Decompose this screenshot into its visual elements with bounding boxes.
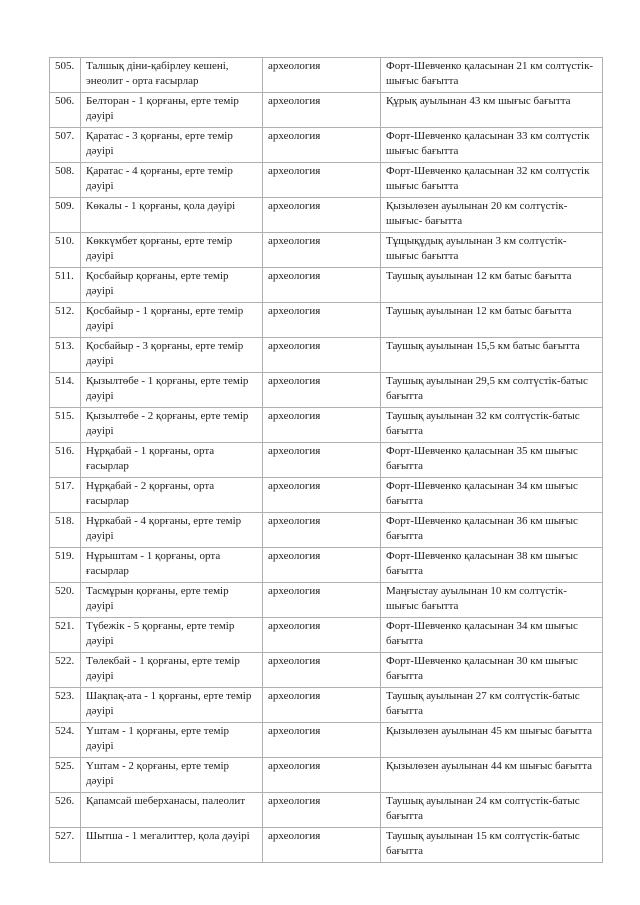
table-row (50, 268, 603, 303)
monument-name-cell: Нұрқабай - 1 қорғаны, орта ғасырлар (81, 443, 263, 478)
table-row (50, 653, 603, 688)
monument-name-cell: Қосбайыр - 1 қорғаны, ерте темір дәуірі (81, 303, 263, 338)
category-cell: археология (263, 233, 381, 268)
monument-name-cell: Үштам - 1 қорғаны, ерте темір дәуірі (81, 723, 263, 758)
monument-name-cell: Көкалы - 1 қорғаны, қола дәуірі (81, 198, 263, 233)
location-cell: Таушық ауылынан 12 км батыс бағытта (381, 268, 603, 303)
monument-name-cell: Қызылтөбе - 1 қорғаны, ерте темір дәуірі (81, 373, 263, 408)
table-row (50, 163, 603, 198)
monument-name-cell: Нұркабай - 4 қорғаны, ерте темір дәуірі (81, 513, 263, 548)
table-row (50, 128, 603, 163)
row-number-cell: 520. (50, 583, 81, 618)
category-cell: археология (263, 163, 381, 198)
location-cell: Форт-Шевченко қаласынан 35 км шығыс бағытта (381, 443, 603, 478)
monument-name-cell: Қаратас - 4 қорғаны, ерте темір дәуірі (81, 163, 263, 198)
row-number-cell: 505. (50, 58, 81, 93)
location-cell: Форт-Шевченко қаласынан 30 км шығыс бағытта (381, 653, 603, 688)
monument-name-cell: Түбежік - 5 қорғаны, ерте темір дәуірі (81, 618, 263, 653)
table-row (50, 443, 603, 478)
location-cell: Форт-Шевченко қаласынан 34 км шығыс бағытта (381, 618, 603, 653)
category-cell: археология (263, 128, 381, 163)
category-cell: археология (263, 828, 381, 863)
monument-name-cell: Төлекбай - 1 қорғаны, ерте темір дәуірі (81, 653, 263, 688)
row-number-cell: 510. (50, 233, 81, 268)
category-cell: археология (263, 758, 381, 793)
monument-name-cell: Қаратас - 3 қорғаны, ерте темір дәуірі (81, 128, 263, 163)
location-cell: Қызылөзен ауылынан 20 км солтүстік-шығыс- бағытта (381, 198, 603, 233)
table-row (50, 758, 603, 793)
category-cell: археология (263, 408, 381, 443)
row-number-cell: 526. (50, 793, 81, 828)
category-cell: археология (263, 478, 381, 513)
monument-name-cell: Шақпақ-ата - 1 қорғаны, ерте темір дәуірі (81, 688, 263, 723)
category-cell: археология (263, 618, 381, 653)
row-number-cell: 524. (50, 723, 81, 758)
location-cell: Таушық ауылынан 29,5 км солтүстік-батыс бағытта (381, 373, 603, 408)
location-cell: Құрық ауылынан 43 км шығыс бағытта (381, 93, 603, 128)
row-number-cell: 527. (50, 828, 81, 863)
location-cell: Таушық ауылынан 15,5 км батыс бағытта (381, 338, 603, 373)
monument-name-cell: Қапамсай шеберханасы, палеолит (81, 793, 263, 828)
table-row (50, 688, 603, 723)
location-cell: Тұщықұдық ауылынан 3 км солтүстік-шығыс бағытта (381, 233, 603, 268)
location-cell: Таушық ауылынан 32 км солтүстік-батыс бағытта (381, 408, 603, 443)
location-cell: Форт-Шевченко қаласынан 38 км шығыс бағытта (381, 548, 603, 583)
category-cell: археология (263, 688, 381, 723)
category-cell: археология (263, 723, 381, 758)
location-cell: Қызылөзен ауылынан 45 км шығыс бағытта (381, 723, 603, 758)
table-row (50, 723, 603, 758)
location-cell: Форт-Шевченко қаласынан 21 км солтүстік-шығыс бағытта (381, 58, 603, 93)
monument-name-cell: Қызылтөбе - 2 қорғаны, ерте темір дәуірі (81, 408, 263, 443)
category-cell: археология (263, 338, 381, 373)
row-number-cell: 511. (50, 268, 81, 303)
table-row (50, 548, 603, 583)
table-row (50, 373, 603, 408)
table-row (50, 478, 603, 513)
monument-name-cell: Қосбайыр - 3 қорғаны, ерте темір дәуірі (81, 338, 263, 373)
table-row (50, 338, 603, 373)
row-number-cell: 512. (50, 303, 81, 338)
location-cell: Таушық ауылынан 15 км солтүстік-батыс бағытта (381, 828, 603, 863)
category-cell: археология (263, 198, 381, 233)
location-cell: Форт-Шевченко қаласынан 34 км шығыс бағытта (381, 478, 603, 513)
category-cell: археология (263, 653, 381, 688)
row-number-cell: 514. (50, 373, 81, 408)
category-cell: археология (263, 268, 381, 303)
row-number-cell: 522. (50, 653, 81, 688)
category-cell: археология (263, 93, 381, 128)
row-number-cell: 515. (50, 408, 81, 443)
row-number-cell: 509. (50, 198, 81, 233)
row-number-cell: 513. (50, 338, 81, 373)
row-number-cell: 519. (50, 548, 81, 583)
category-cell: археология (263, 443, 381, 478)
category-cell: археология (263, 548, 381, 583)
location-cell: Таушық ауылынан 24 км солтүстік-батыс бағытта (381, 793, 603, 828)
category-cell: археология (263, 373, 381, 408)
row-number-cell: 517. (50, 478, 81, 513)
monuments-table-body (50, 58, 603, 863)
category-cell: археология (263, 513, 381, 548)
table-row (50, 408, 603, 443)
monument-name-cell: Тасмұрын қорғаны, ерте темір дәуірі (81, 583, 263, 618)
location-cell: Форт-Шевченко қаласынан 32 км солтүстік шығыс бағытта (381, 163, 603, 198)
location-cell: Маңғыстау ауылынан 10 км солтүстік-шығыс бағытта (381, 583, 603, 618)
monument-name-cell: Белторан - 1 қорғаны, ерте темір дәуірі (81, 93, 263, 128)
row-number-cell: 516. (50, 443, 81, 478)
table-row (50, 58, 603, 93)
row-number-cell: 518. (50, 513, 81, 548)
table-row (50, 793, 603, 828)
table-row (50, 513, 603, 548)
monument-name-cell: Үштам - 2 қорғаны, ерте темір дәуірі (81, 758, 263, 793)
row-number-cell: 521. (50, 618, 81, 653)
location-cell: Форт-Шевченко қаласынан 33 км солтүстік шығыс бағытта (381, 128, 603, 163)
category-cell: археология (263, 793, 381, 828)
monument-name-cell: Қосбайыр қорғаны, ерте темір дәуірі (81, 268, 263, 303)
monument-name-cell: Талшық діни-қабірлеу кешені, энеолит - орта ғасырлар (81, 58, 263, 93)
row-number-cell: 523. (50, 688, 81, 723)
row-number-cell: 507. (50, 128, 81, 163)
monument-name-cell: Көккүмбет қорғаны, ерте темір дәуірі (81, 233, 263, 268)
row-number-cell: 525. (50, 758, 81, 793)
location-cell: Таушық ауылынан 27 км солтүстік-батыс бағытта (381, 688, 603, 723)
table-row (50, 198, 603, 233)
table-row (50, 583, 603, 618)
table-row (50, 93, 603, 128)
table-row (50, 233, 603, 268)
monument-name-cell: Шытша - 1 мегалиттер, қола дәуірі (81, 828, 263, 863)
row-number-cell: 508. (50, 163, 81, 198)
monument-name-cell: Нұрқабай - 2 қорғаны, орта ғасырлар (81, 478, 263, 513)
monument-name-cell: Нұрыштам - 1 қорғаны, орта ғасырлар (81, 548, 263, 583)
table-row (50, 303, 603, 338)
category-cell: археология (263, 583, 381, 618)
category-cell: археология (263, 58, 381, 93)
category-cell: археология (263, 303, 381, 338)
table-row (50, 828, 603, 863)
table-row (50, 618, 603, 653)
location-cell: Қызылөзен ауылынан 44 км шығыс бағытта (381, 758, 603, 793)
location-cell: Таушық ауылынан 12 км батыс бағытта (381, 303, 603, 338)
row-number-cell: 506. (50, 93, 81, 128)
location-cell: Форт-Шевченко қаласынан 36 км шығыс бағытта (381, 513, 603, 548)
monuments-table (49, 57, 603, 863)
